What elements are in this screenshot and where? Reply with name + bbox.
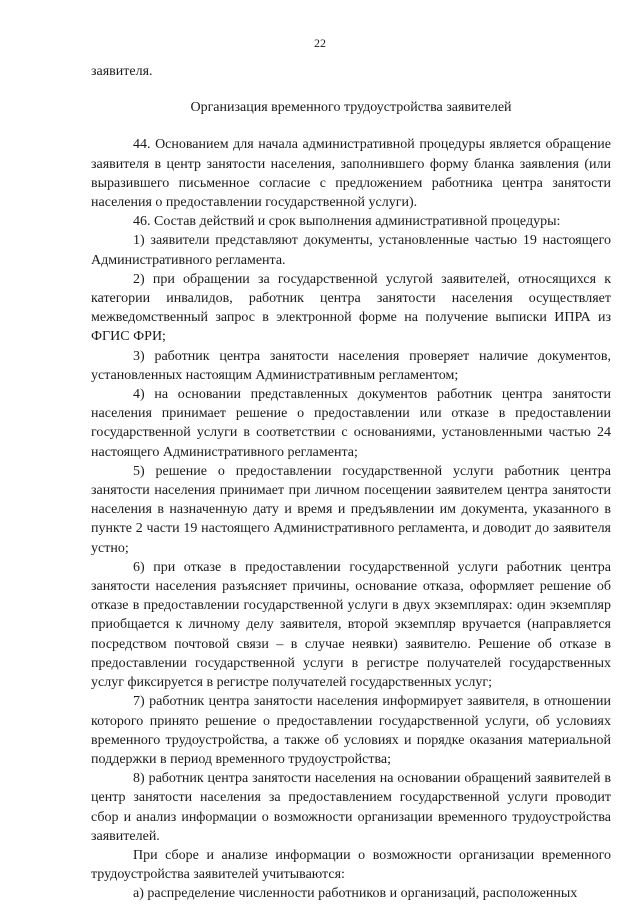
sub-item-a: а) распределение численности работников и организаций, расположенных xyxy=(133,886,578,902)
paragraph-44: 44. Основанием для начала административной процедуры является обращение заявителя в центр занятости населения, заполнившего форму бланка заявления (или выразившего письменное согласие с предложением работника центра занятости населения о предоставлении государственной услуги). xyxy=(91,137,611,211)
list-item-5: 5) решение о предоставлении государственной услуги работник центра занятости населения принимает при личном посещении заявителем центра занятости населения в назначенную дату и время и предъявлении им документа, указанного в пункте 2 части 19 настоящего Административного регламента, и доводит до заявителя устно; xyxy=(91,463,611,556)
list-item-8: 8) работник центра занятости населения на основании обращений заявителей в центр занятости населения за предоставлением государственной услуги проводит сбор и анализ информации о возможности организации временного трудоустройства заявителей. xyxy=(91,771,611,844)
list-item-6: 6) при отказе в предоставлении государственной услуги работник центра занятости населения разъясняет причины, основание отказа, оформляет решение об отказе в предоставлении государственной услуги в двух экземплярах: один экземпляр приобщается к личному делу заявителя, второй экземпляр вручается (направляется посредством почтовой связи – в случае неявки) заявителю. Решение об отказе в предоставлении государственной услуги в регистре получателей государственных услуг фиксируется в регистре получателей государственных услуг; xyxy=(91,559,611,691)
analysis-paragraph: При сборе и анализе информации о возможности организации временного трудоустройства заявителей учитываются: xyxy=(91,847,611,883)
list-item-7: 7) работник центра занятости населения информирует заявителя, в отношении которого принято решение о предоставлении государственной услуги, об условиях временного трудоустройства, а также об условиях и порядке оказания материальной поддержки в период временного трудоустройства; xyxy=(91,694,611,767)
paragraph-46: 46. Состав действий и срок выполнения административной процедуры: xyxy=(133,214,561,230)
list-item-1: 1) заявители представляют документы, установленные частью 19 настоящего Административного регламента. xyxy=(91,233,611,268)
document-body xyxy=(91,62,611,904)
list-item-4: 4) на основании представленных документов работник центра занятости населения принимает решение о предоставлении или отказе в предоставлении государственной услуги в соответствии с основаниями, установленными частью 24 настоящего Административного регламента; xyxy=(91,387,611,460)
page-number: 22 xyxy=(314,36,326,50)
lead-in-text: заявителя. xyxy=(91,64,153,79)
list-item-3: 3) работник центра занятости населения проверяет наличие документов, установленных настоящим Административным регламентом; xyxy=(91,348,611,383)
list-item-2: 2) при обращении за государственной услугой заявителей, относящихся к категории инвалидов, работник центра занятости населения осуществляет межведомственный запрос в электронной форме на получение выписки ИПРА из ФГИС ФРИ; xyxy=(91,271,611,345)
section-heading: Организация временного трудоустройства заявителей xyxy=(190,100,512,116)
